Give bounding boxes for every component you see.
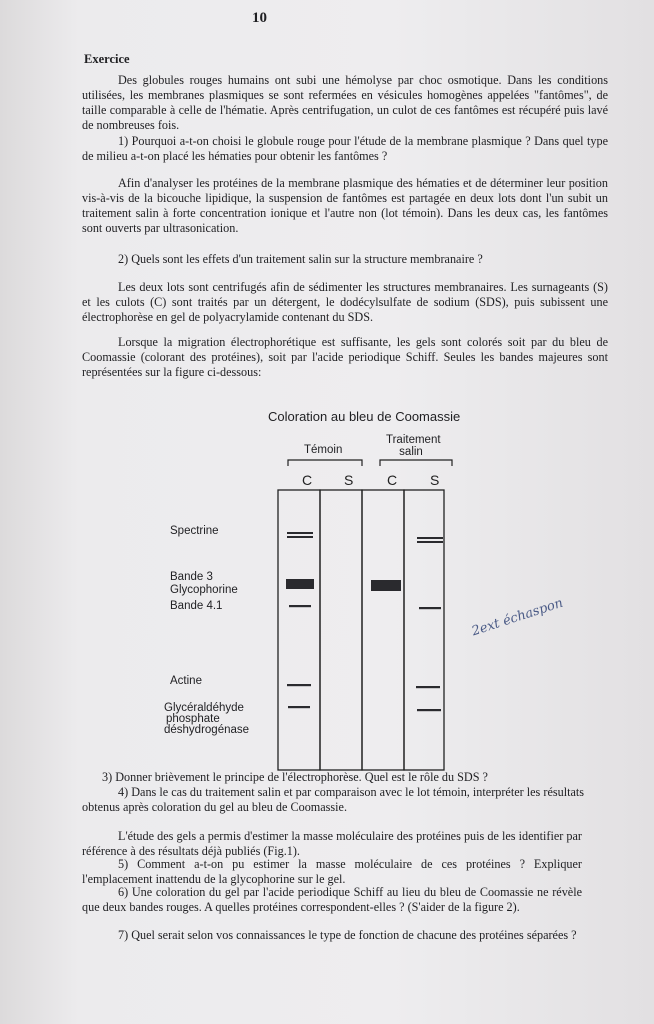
question-3: 3) Donner brièvement le principe de l'électrophorèse. Quel est le rôle du SDS ? [102,770,488,784]
group-label-temoin: Témoin [304,444,343,456]
question-1: 1) Pourquoi a-t-on choisi le globule rouge pour l'étude de la membrane plasmique ? Dans quel type de milieu a-t-on placé les hématies pour obtenir les fantômes ? [82,134,608,163]
lane-4-bands [416,537,443,711]
label-gapdh [164,703,249,736]
lane-label-2: S [344,472,354,488]
label-bande41: Bande 4.1 [170,600,223,612]
band-gapdh-lane4 [417,709,441,711]
group-label-traitement-line1: Traitement [386,434,441,446]
band-bande41-lane4 [419,607,441,609]
page-number: 10 [252,10,267,26]
lane-label-3: C [387,472,398,488]
label-spectrine: Spectrine [170,525,219,537]
label-bande3: Bande 3 [170,571,213,583]
band-actine-lane1 [287,684,311,686]
lane-label-4: S [430,472,440,488]
band-bande41-lane1 [289,605,311,607]
bracket-temoin [288,460,362,466]
question-7: 7) Quel serait selon vos connaissances le type de fonction de chacune des protéines séparées ? [118,928,577,942]
question-2: 2) Quels sont les effets d'un traitement salin sur la structure membranaire ? [118,252,483,266]
intro-paragraph: Des globules rouges humains ont subi une hémolyse par choc osmotique. Dans les conditions utilisées, les membranes plasmiques se sont refermées en vésicules homogènes appelées "fantômes", de taille comparable à celle de l'hématie. Après centrifugation, un culot de ces fantômes est récupéré puis lavé de nombreuses fois. [82,73,608,132]
group-label-traitement-line2: salin [399,446,423,458]
paragraph-centrifugation: Les deux lots sont centrifugés afin de sédimenter les structures membranaires. Les surnageants (S) et les culots (C) sont traités par un détergent, le dodécylsulfate de sodium (SDS), puis subissent une électrophorèse en gel de polyacrylamide contenant du SDS. [82,280,608,324]
label-gapdh-line1: Glycéraldéhyde [164,702,244,714]
exercise-title: Exercice [84,52,130,66]
label-gapdh-line3: déshydrogénase [164,724,250,736]
band-spectrine-lane4 [417,537,443,539]
gel-lane-4 [404,490,444,770]
label-actine: Actine [170,675,202,687]
bracket-traitement [380,460,452,466]
gel-lane-3 [362,490,404,770]
paragraph-staining: Lorsque la migration électrophorétique est suffisante, les gels sont colorés soit par du bleu de Coomassie (colorant des protéines), soit par l'acide periodique Schiff. Seules les bandes majeures sont représentées sur la figure ci-dessous: [82,335,608,379]
band-bande3-lane1 [286,579,314,589]
figure-title: Coloration au bleu de Coomassie [268,409,461,424]
question-4: 4) Dans le cas du traitement salin et par comparaison avec le lot témoin, interpréter les résultats obtenus après coloration du gel au bleu de Coomassie. [82,785,584,814]
band-spectrine-lane1 [287,532,313,534]
question-5: 5) Comment a-t-on pu estimer la masse moléculaire de ces protéines ? Expliquer l'emplacement inattendu de la glycophorine sur le gel. [82,857,582,886]
gel-lane-2 [320,490,362,770]
band-bande3-lane3 [371,580,401,591]
band-spectrine-lane1b [287,536,313,538]
label-glycophorine: Glycophorine [170,584,238,596]
lane-1-bands [286,532,314,708]
question-6: 6) Une coloration du gel par l'acide periodique Schiff au lieu du bleu de Coomassie ne révèle que deux bandes rouges. A quelles protéines correspondent-elles ? (S'aider de la figure 2). [82,885,582,914]
band-actine-lane4 [416,686,440,688]
band-spectrine-lane4b [417,541,443,543]
paragraph-molecular-mass: L'étude des gels a permis d'estimer la masse moléculaire des protéines puis de les identifier par référence à des résultats déjà publiés (Fig.1). [82,829,582,858]
paragraph-treatment: Afin d'analyser les protéines de la membrane plasmique des hématies et de déterminer leur position vis-à-vis de la bicouche lipidique, la suspension de fantômes est partagée en deux lots dont l'un subit un traitement salin à forte concentration ionique et l'autre non (lot témoin). Dans les deux cas, les fantômes sont ouverts par ultrasonication. [82,176,608,235]
handwritten-note: 2ext échaspon [470,595,565,640]
lane-label-1: C [302,472,313,488]
lane-3-bands [371,580,401,591]
label-gapdh-line2: phosphate [166,713,220,725]
band-gapdh-lane1 [288,706,310,708]
